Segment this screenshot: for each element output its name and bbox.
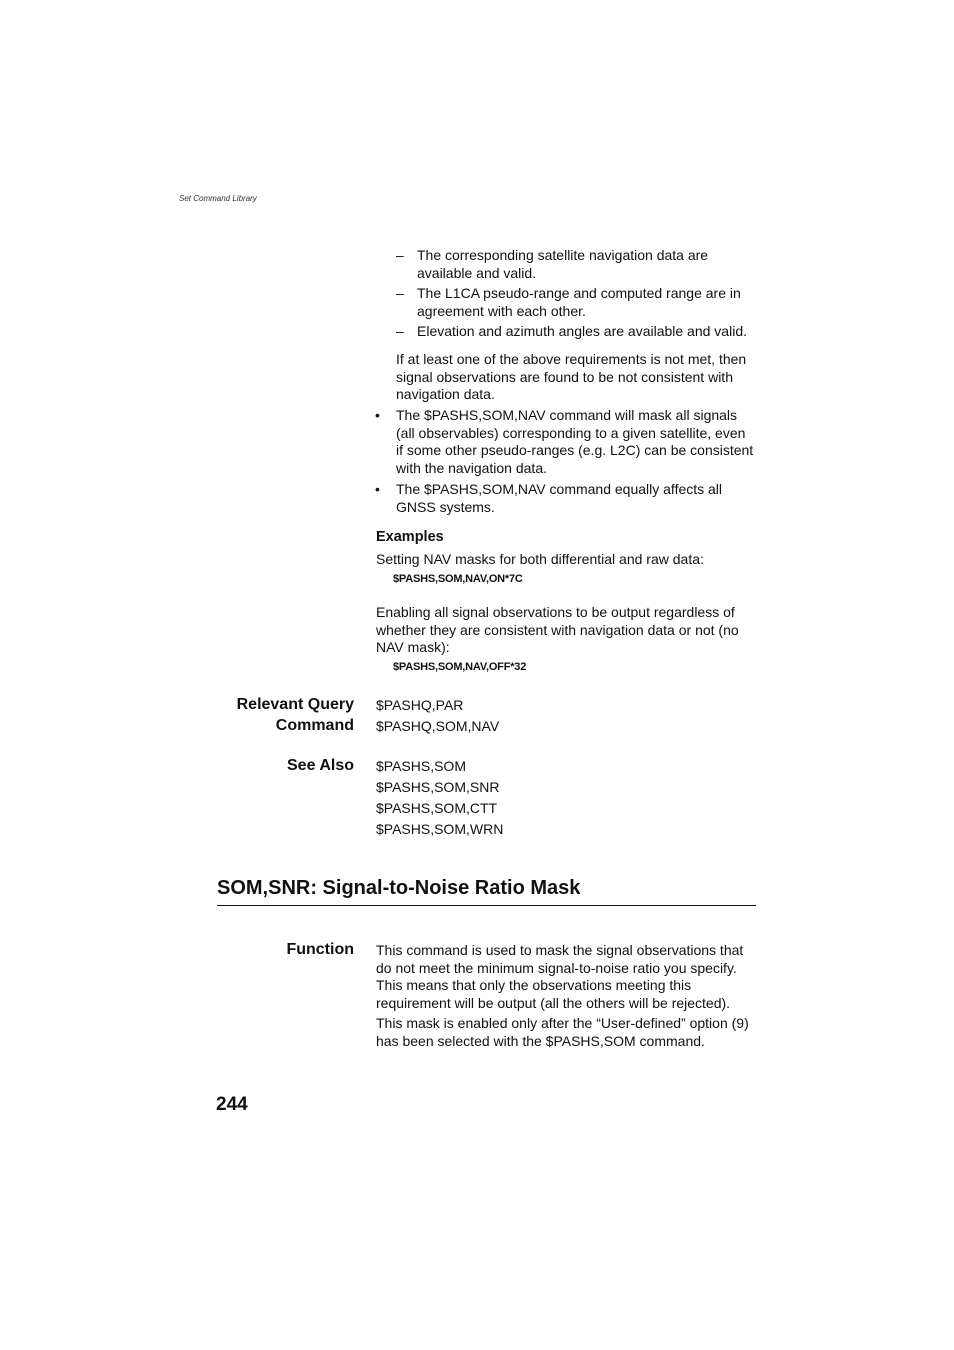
- running-header: Set Command Library: [179, 194, 257, 203]
- example-intro: Setting NAV masks for both differential and raw data:: [376, 551, 704, 567]
- bullet-marker: •: [375, 407, 380, 423]
- bullet-text: The $PASHS,SOM,NAV command will mask all signals (all observables) corresponding to a given satellite, even if some other pseudo-ranges (e.g. L2C) can be consistent with the navigation data.: [396, 407, 754, 476]
- requirement-item: [396, 323, 756, 341]
- function-paragraph: This mask is enabled only after the “User-defined” option (9) has been selected with the $PASHS,SOM command.: [376, 1015, 749, 1049]
- see-also-item: $PASHS,SOM,WRN: [376, 821, 504, 837]
- requirement-item: [396, 247, 756, 283]
- example-code: $PASHS,SOM,NAV,ON*7C: [393, 573, 523, 585]
- relevant-query-item: $PASHQ,PAR: [376, 697, 464, 713]
- function-label: Function: [286, 941, 354, 958]
- example-code: $PASHS,SOM,NAV,OFF*32: [393, 661, 527, 673]
- requirement-item: [396, 285, 756, 321]
- see-also-item: $PASHS,SOM,SNR: [376, 779, 500, 795]
- see-also-item: $PASHS,SOM: [376, 758, 466, 774]
- bullet-marker: •: [375, 481, 380, 497]
- requirement-text: The corresponding satellite navigation data are available and valid.: [417, 247, 709, 281]
- see-also-label: See Also: [287, 757, 354, 774]
- requirement-text: Elevation and azimuth angles are available and valid.: [417, 323, 747, 339]
- example-intro: Enabling all signal observations to be output regardless of whether they are consistent with navigation data or not (no NAV mask):: [376, 604, 739, 655]
- relevant-query-label-line: Relevant Query: [236, 696, 354, 713]
- relevant-query-label-line: Command: [275, 717, 354, 734]
- examples-heading: Examples: [376, 529, 444, 545]
- page-number: 244: [216, 1094, 248, 1115]
- section-title: SOM,SNR: Signal-to-Noise Ratio Mask: [217, 877, 581, 899]
- see-also-item: $PASHS,SOM,CTT: [376, 800, 498, 816]
- relevant-query-item: $PASHQ,SOM,NAV: [376, 718, 500, 734]
- requirement-text: The L1CA pseudo-range and computed range are in agreement with each other.: [417, 285, 741, 319]
- dash-marker: –: [396, 247, 404, 263]
- bullet-text: The $PASHS,SOM,NAV command equally affects all GNSS systems.: [396, 481, 723, 515]
- requirement-note: If at least one of the above requirements is not met, then signal observations are found to be not consistent with navigation data.: [396, 351, 747, 402]
- section-rule: [217, 905, 756, 906]
- bullet-item: [375, 481, 755, 517]
- function-paragraph: This command is used to mask the signal observations that do not meet the minimum signal-to-noise ratio you specify. This means that only the observations meeting this requirement will be output (all the others will be rejected).: [376, 942, 744, 1011]
- dash-marker: –: [396, 285, 404, 301]
- bullet-item: [375, 407, 755, 479]
- dash-marker: –: [396, 323, 404, 339]
- relevant-query-label: [237, 694, 354, 736]
